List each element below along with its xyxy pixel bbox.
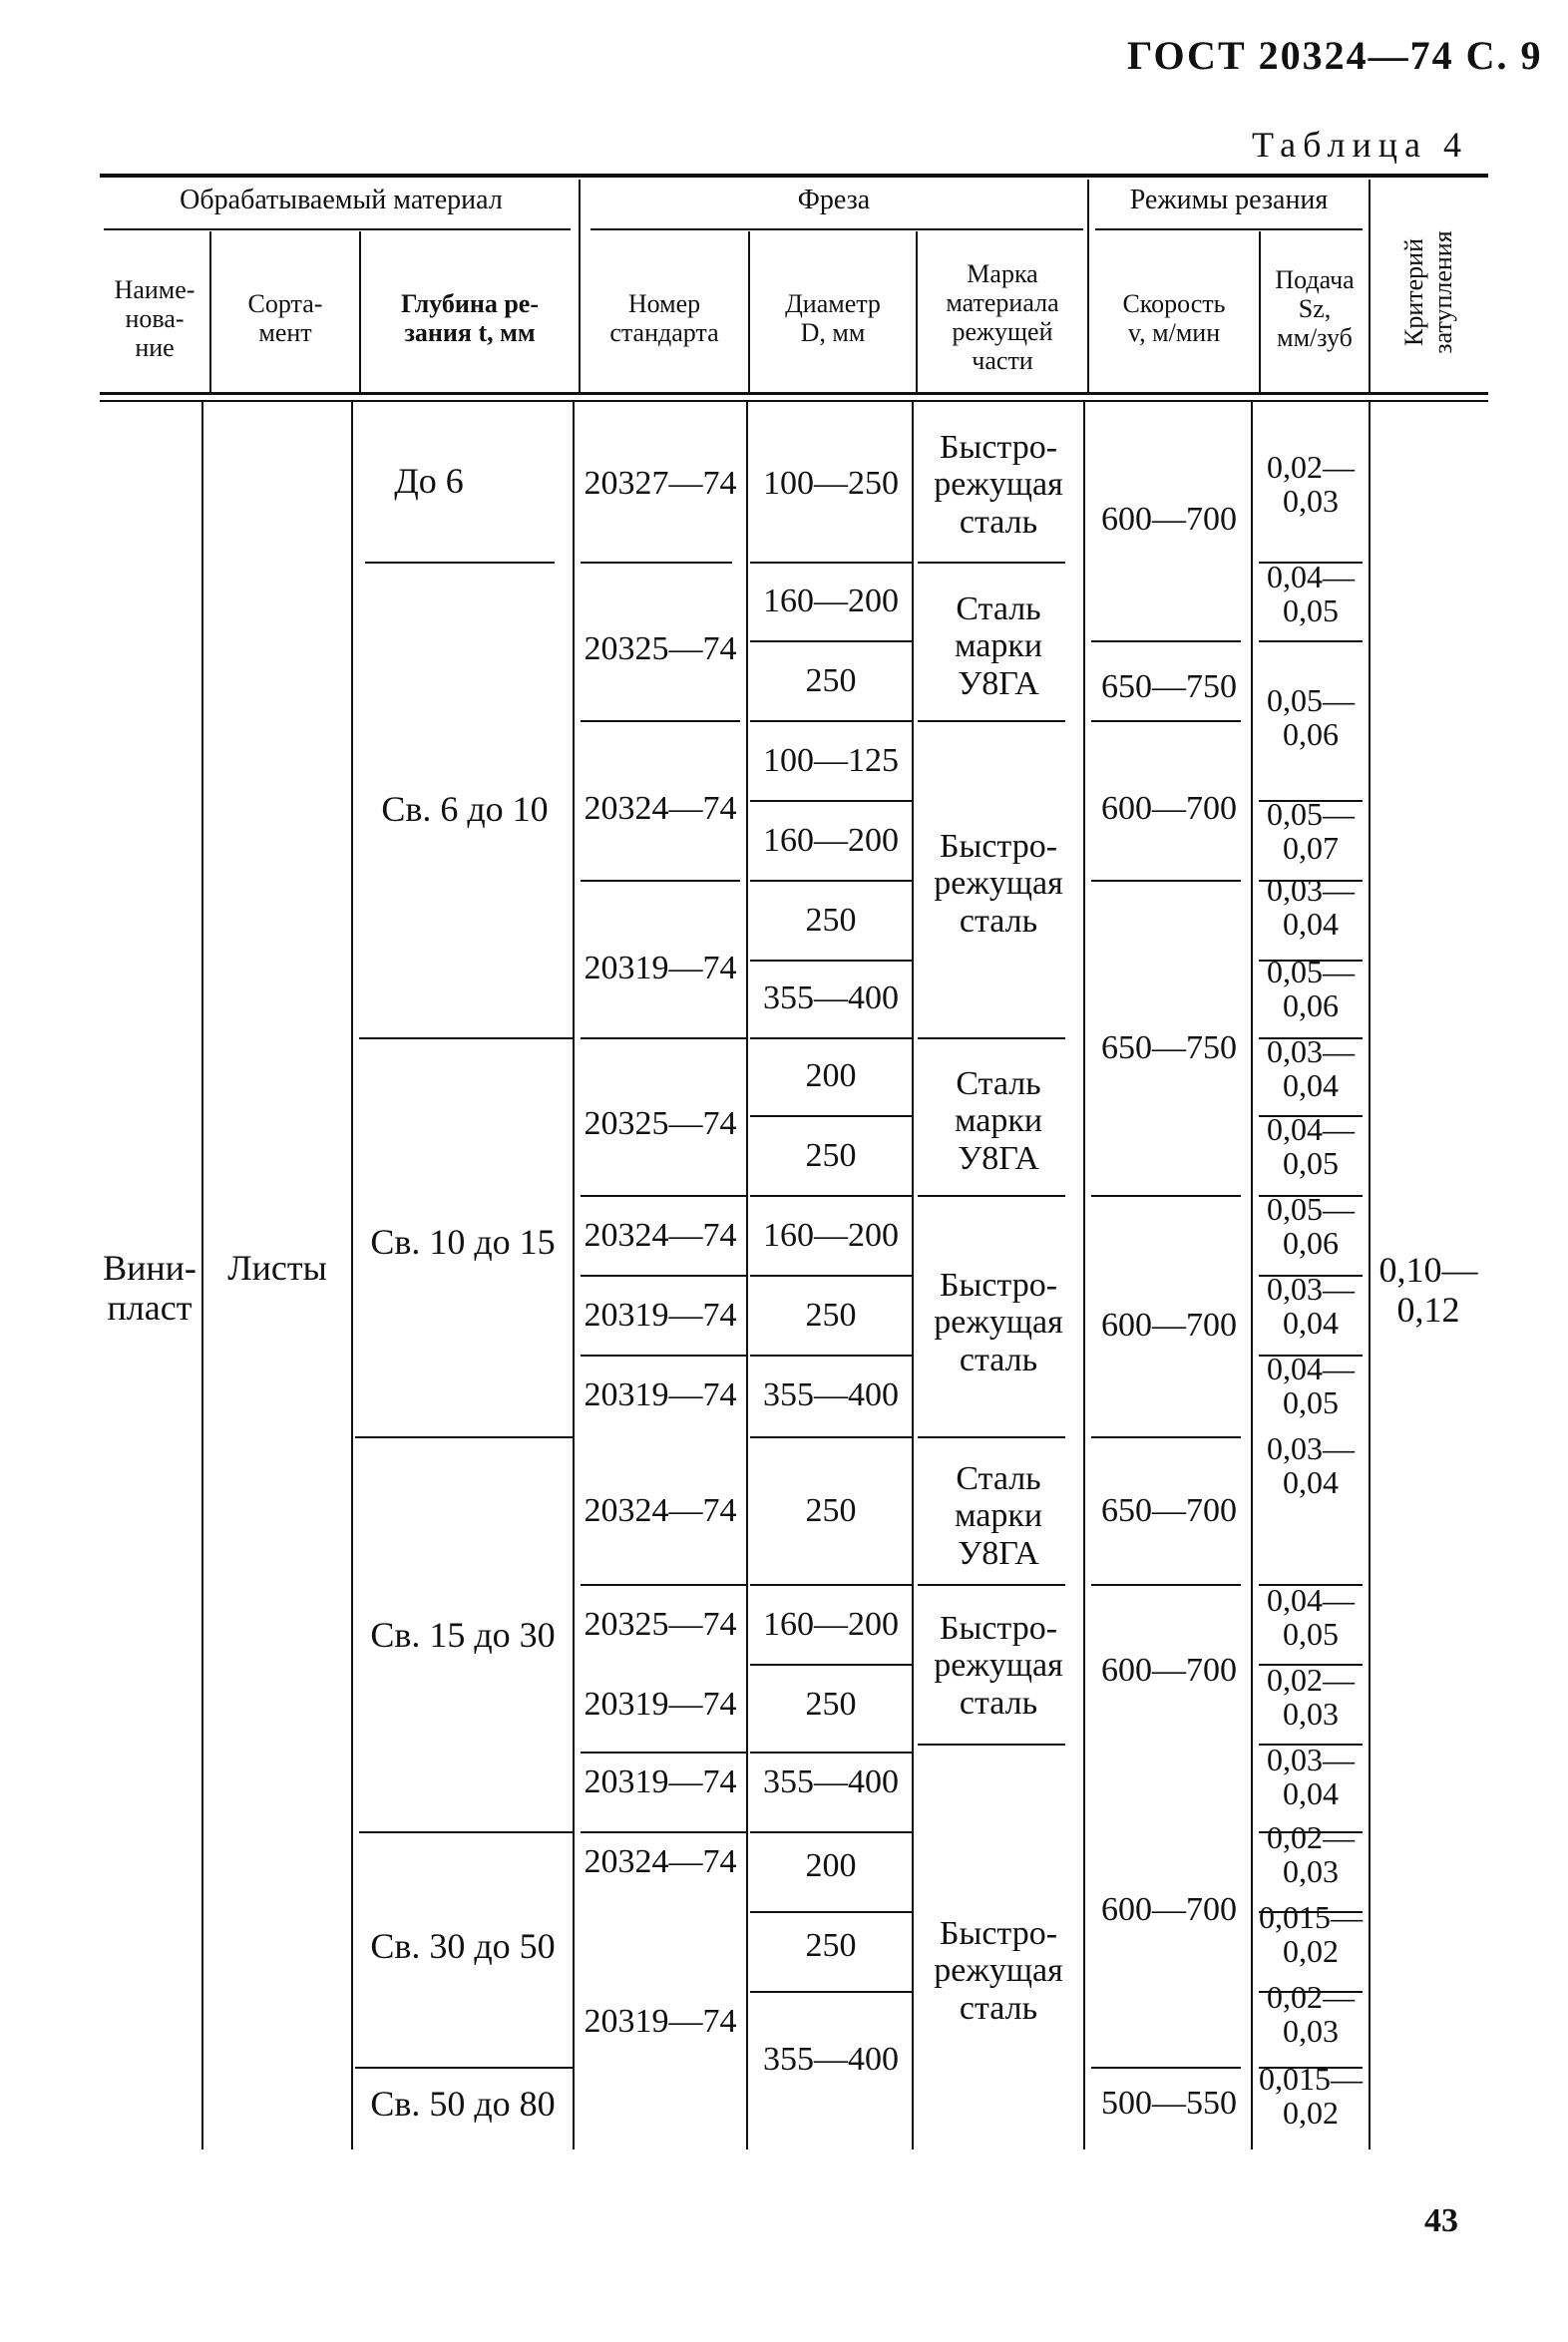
standard-cell: 20319—74 (584, 1763, 737, 1800)
feed-cell (1255, 1113, 1367, 1181)
diameter-sep-2 (750, 640, 912, 642)
header-subrule-cutter (590, 228, 1083, 230)
col-header-criterion: Критерий затупления (1399, 230, 1457, 354)
group-header-cutter: Фреза (797, 185, 871, 215)
diameter-sep-1 (750, 562, 912, 564)
speed-cell: 600—700 (1101, 790, 1237, 827)
grade-sep-1 (918, 562, 1065, 564)
criterion-vline (1369, 402, 1371, 2149)
depth-cell: Св. 15 до 30 (370, 1615, 556, 1655)
standard-cell: 20319—74 (584, 1297, 737, 1334)
diameter-cell: 250 (805, 1137, 857, 1174)
col-header-sortament: Сорта- мент (247, 289, 323, 348)
diameter-cell: 100—125 (763, 742, 899, 779)
diameter-sep-12 (750, 1436, 912, 1438)
feed-cell (1255, 1664, 1367, 1732)
diameter-sep-14 (750, 1664, 912, 1666)
diameter-cell: 355—400 (763, 2041, 899, 2078)
diameter-cell: 250 (805, 1492, 857, 1529)
feed-max: 0,03 (1283, 1695, 1339, 1732)
feed-min: 0,02— (1267, 1662, 1355, 1698)
grade-cell: Сталь марки У8ГА (954, 1065, 1043, 1177)
grade-sep-5 (918, 1436, 1065, 1438)
speed-cell: 650—750 (1101, 668, 1237, 705)
body-vline-2 (351, 402, 353, 2149)
speed-cell: 500—550 (1101, 2085, 1237, 2122)
feed-cell (1255, 1981, 1367, 2049)
feed-cell (1255, 1353, 1367, 1420)
feed-max: 0,04 (1283, 1774, 1339, 1811)
document-reference: ГОСТ 20324—74 С. 9 (1127, 33, 1543, 78)
material-name: Вини- пласт (103, 1248, 196, 1328)
depth-cell: Св. 30 до 50 (370, 1926, 556, 1966)
grade-sep-4 (918, 1195, 1065, 1197)
standard-cell: 20325—74 (584, 630, 737, 667)
standard-sep-10 (581, 1831, 746, 1833)
feed-min: 0,03— (1267, 872, 1355, 908)
speed-cell: 600—700 (1101, 1891, 1237, 1928)
group-header-material: Обрабатываемый материал (180, 185, 503, 215)
standard-cell: 20325—74 (584, 1105, 737, 1142)
diameter-cell: 200 (805, 1847, 857, 1884)
feed-min: 0,02— (1267, 1979, 1355, 2015)
standard-cell: 20324—74 (584, 790, 737, 827)
standard-cell: 20319—74 (584, 1686, 737, 1723)
speed-sep-7 (1091, 2067, 1241, 2069)
feed-min: 0,03— (1267, 1430, 1355, 1466)
diameter-cell: 200 (805, 1057, 857, 1094)
body-vline-6 (1083, 402, 1085, 2149)
feed-cell (1255, 2063, 1367, 2131)
feed-min: 0,05— (1267, 1191, 1355, 1227)
depth-sep-3 (355, 1436, 573, 1438)
header-bottom-rule-1 (100, 392, 1488, 395)
standard-sep-1 (581, 562, 732, 564)
feed-min: 0,04— (1267, 559, 1355, 594)
feed-cell (1255, 1193, 1367, 1261)
feed-min: 0,015— (1259, 1899, 1363, 1935)
diameter-sep-6 (750, 960, 912, 962)
standard-cell: 20324—74 (584, 1217, 737, 1254)
depth-cell: Св. 50 до 80 (370, 2084, 556, 2124)
col-header-grade: Марка материала режущей части (946, 259, 1059, 376)
depth-sep-4 (359, 1831, 573, 1833)
speed-sep-3 (1091, 880, 1241, 882)
grade-cell: Сталь марки У8ГА (954, 590, 1043, 702)
feed-max: 0,05 (1283, 1383, 1339, 1420)
speed-cell: 600—700 (1101, 1652, 1237, 1689)
feed-cell (1255, 1584, 1367, 1652)
feed-max: 0,03 (1283, 482, 1339, 519)
grade-cell: Быстро- режущая сталь (934, 828, 1063, 940)
diameter-sep-8 (750, 1115, 912, 1117)
feed-min: 0,05— (1267, 682, 1355, 718)
speed-sep-1 (1091, 640, 1241, 642)
feed-cell (1255, 1901, 1367, 1969)
standard-cell: 20319—74 (584, 1376, 737, 1413)
standard-cell: 20325—74 (584, 1606, 737, 1643)
feed-max: 0,04 (1283, 1066, 1339, 1103)
diameter-cell: 355—400 (763, 1376, 899, 1413)
standard-sep-9 (581, 1752, 746, 1754)
feed-min: 0,015— (1259, 2061, 1363, 2097)
feed-max: 0,07 (1283, 829, 1339, 866)
diameter-sep-4 (750, 800, 912, 802)
col-header-speed: Скорость v, м/мин (1122, 289, 1226, 348)
diameter-cell: 160—200 (763, 822, 899, 859)
feed-min: 0,04— (1267, 1111, 1355, 1147)
diameter-cell: 250 (805, 1927, 857, 1964)
feed-cell (1255, 798, 1367, 866)
header-subrule-material (104, 228, 571, 230)
feed-min: 0,04— (1267, 1582, 1355, 1618)
standard-sep-4 (581, 1037, 746, 1039)
depth-cell: Св. 6 до 10 (381, 789, 549, 829)
speed-sep-5 (1091, 1436, 1241, 1438)
diameter-sep-13 (750, 1584, 912, 1586)
diameter-cell: 355—400 (763, 979, 899, 1016)
feed-max: 0,04 (1283, 1304, 1339, 1341)
grade-cell: Быстро- режущая сталь (934, 1267, 1063, 1378)
feed-max: 0,03 (1283, 2012, 1339, 2049)
diameter-cell: 100—250 (763, 465, 899, 502)
grade-sep-7 (918, 1744, 1065, 1746)
col-header-name: Наиме- нова- ние (114, 275, 196, 363)
diameter-cell: 250 (805, 1686, 857, 1723)
standard-sep-6 (581, 1275, 746, 1277)
speed-cell: 600—700 (1101, 1307, 1237, 1344)
depth-sep-2 (359, 1037, 573, 1039)
speed-cell: 650—750 (1101, 1029, 1237, 1066)
page-number: 43 (1424, 2202, 1458, 2239)
feed-sep-2 (1259, 640, 1363, 642)
diameter-cell: 250 (805, 1297, 857, 1334)
standard-cell: 20324—74 (584, 1492, 737, 1529)
feed-max: 0,06 (1283, 715, 1339, 752)
col-header-feed: Подача Sz, мм/зуб (1275, 265, 1355, 353)
feed-min: 0,02— (1267, 449, 1355, 485)
feed-min: 0,02— (1267, 1819, 1355, 1855)
diameter-sep-16 (750, 1831, 912, 1833)
feed-min: 0,04— (1267, 1351, 1355, 1386)
grade-sep-3 (918, 1037, 1065, 1039)
feed-cell (1255, 874, 1367, 942)
col-header-standard: Номер стандарта (609, 289, 719, 348)
standard-cell: 20319—74 (584, 2003, 737, 2040)
diameter-cell: 160—200 (763, 583, 899, 619)
feed-cell (1255, 684, 1367, 752)
diameter-cell: 160—200 (763, 1217, 899, 1254)
standard-cell: 20327—74 (584, 465, 737, 502)
standard-sep-3 (581, 880, 740, 882)
speed-sep-4 (1091, 1195, 1241, 1197)
standard-sep-8 (581, 1584, 746, 1586)
grade-cell: Быстро- режущая сталь (934, 1915, 1063, 2027)
feed-min: 0,03— (1267, 1742, 1355, 1777)
diameter-sep-10 (750, 1275, 912, 1277)
col-header-diameter: Диаметр D, мм (785, 289, 881, 348)
grade-cell: Быстро- режущая сталь (934, 429, 1063, 541)
feed-cell (1255, 1432, 1367, 1500)
standard-sep-5 (581, 1195, 746, 1197)
diameter-sep-3 (750, 720, 912, 722)
col-header-depth: Глубина ре- зания t, мм (401, 289, 539, 348)
header-bottom-rule-2 (100, 400, 1488, 402)
standard-sep-2 (581, 720, 740, 722)
grade-cell: Сталь марки У8ГА (954, 1460, 1043, 1572)
body-vline-7 (1251, 402, 1253, 2149)
feed-max: 0,04 (1283, 1463, 1339, 1500)
header-vline-8 (1369, 180, 1371, 392)
table-caption: Таблица 4 (1252, 125, 1468, 165)
depth-sep-1 (365, 562, 555, 564)
diameter-sep-9 (750, 1195, 912, 1197)
speed-sep-6 (1091, 1584, 1241, 1586)
depth-sep-5 (355, 2067, 573, 2069)
speed-cell: 600—700 (1101, 501, 1237, 538)
feed-max: 0,04 (1283, 905, 1339, 942)
sortament-value: Листы (227, 1248, 327, 1288)
feed-cell (1255, 561, 1367, 628)
feed-max: 0,06 (1283, 1224, 1339, 1261)
grade-sep-6 (918, 1584, 1065, 1586)
feed-min: 0,03— (1267, 1033, 1355, 1069)
feed-cell (1255, 1821, 1367, 1889)
diameter-sep-11 (750, 1355, 912, 1357)
feed-cell (1255, 1273, 1367, 1341)
diameter-cell: 250 (805, 662, 857, 699)
feed-max: 0,06 (1283, 986, 1339, 1023)
criterion-value: 0,10— 0,12 (1378, 1250, 1478, 1330)
feed-cell (1255, 1035, 1367, 1103)
feed-max: 0,03 (1283, 1852, 1339, 1889)
table-top-rule (100, 174, 1488, 178)
standard-cell: 20324—74 (584, 1843, 737, 1880)
feed-min: 0,03— (1267, 1271, 1355, 1307)
feed-max: 0,05 (1283, 1144, 1339, 1181)
feed-min: 0,05— (1267, 796, 1355, 832)
feed-cell (1255, 1744, 1367, 1811)
standard-sep-7 (581, 1355, 746, 1357)
feed-cell (1255, 451, 1367, 519)
depth-cell: До 6 (394, 461, 464, 501)
diameter-cell: 250 (805, 902, 857, 939)
group-header-modes: Режимы резания (1129, 185, 1329, 215)
feed-min: 0,05— (1267, 954, 1355, 989)
diameter-sep-18 (750, 1991, 912, 1993)
feed-cell (1255, 956, 1367, 1023)
feed-max: 0,05 (1283, 591, 1339, 628)
diameter-cell: 355—400 (763, 1763, 899, 1800)
speed-cell: 650—700 (1101, 1492, 1237, 1529)
feed-max: 0,02 (1283, 1932, 1339, 1969)
grade-cell: Быстро- режущая сталь (934, 1610, 1063, 1722)
header-subrule-modes (1095, 228, 1363, 230)
diameter-sep-5 (750, 880, 912, 882)
standard-cell: 20319—74 (584, 950, 737, 986)
diameter-sep-7 (750, 1037, 912, 1039)
feed-max: 0,02 (1283, 2094, 1339, 2131)
speed-sep-2 (1091, 720, 1241, 722)
depth-cell: Св. 10 до 15 (370, 1222, 556, 1262)
feed-max: 0,05 (1283, 1615, 1339, 1652)
diameter-cell: 160—200 (763, 1606, 899, 1643)
diameter-sep-15 (750, 1752, 912, 1754)
diameter-sep-17 (750, 1911, 912, 1913)
grade-sep-2 (918, 720, 1065, 722)
